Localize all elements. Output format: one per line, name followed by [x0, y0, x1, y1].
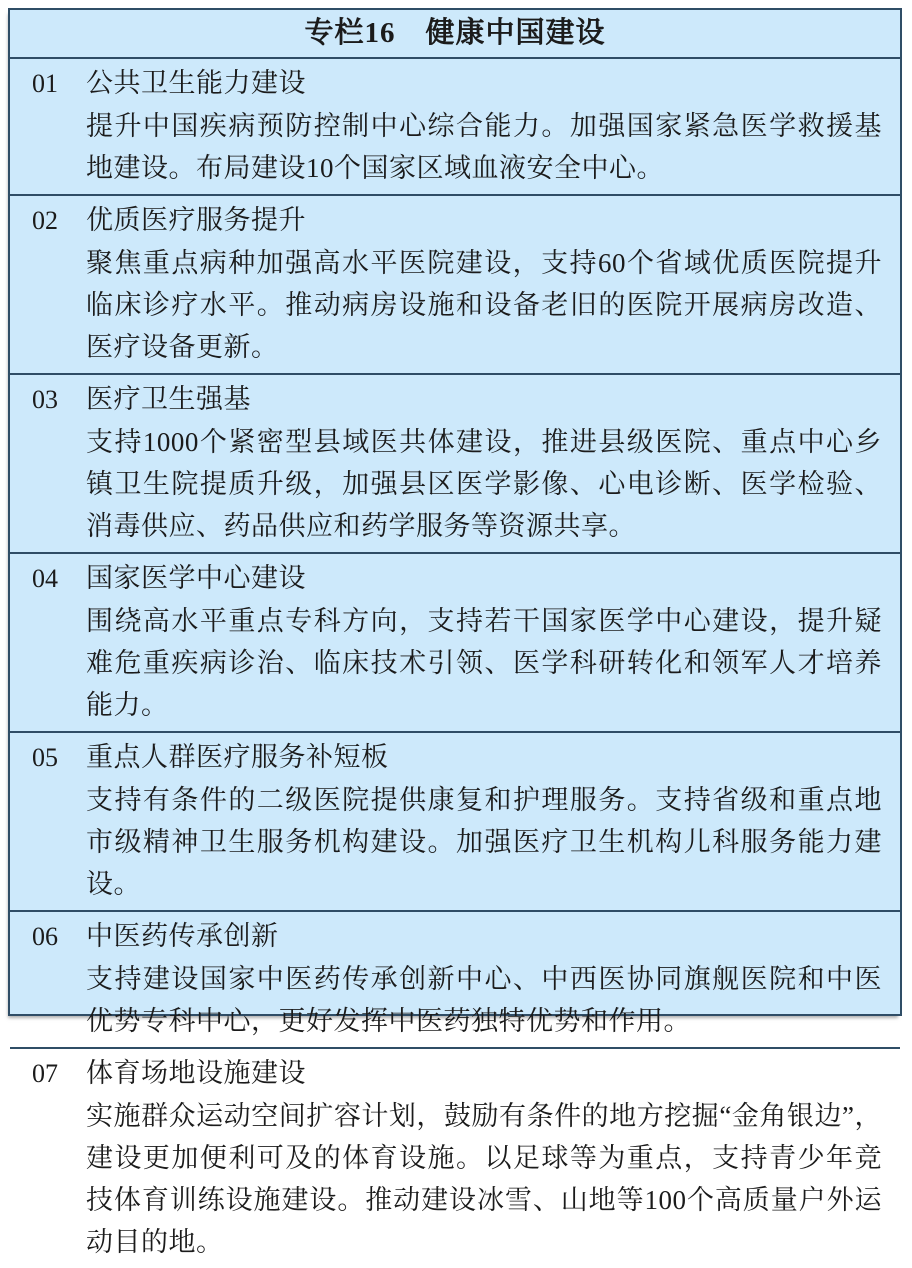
section-body: 提升中国疾病预防控制中心综合能力。加强国家紧急医学救援基地建设。布局建设10个国家区域血液安全中心。 [86, 111, 882, 183]
section-number: 01 [32, 69, 58, 98]
section-body: 实施群众运动空间扩容计划，鼓励有条件的地方挖掘“金角银边”，建设更加便利可及的体育设施。以足球等为重点，支持青少年竞技体育训练设施建设。推动建设冰雪、山地等100个高质量户外运动目的地。 [86, 1101, 882, 1257]
section-title: 体育场地设施建设 [86, 1058, 306, 1088]
section-title: 国家医学中心建设 [86, 563, 306, 593]
section-body: 支持有条件的二级医院提供康复和护理服务。支持省级和重点地市级精神卫生服务机构建设。加强医疗卫生机构儿科服务能力建设。 [86, 785, 882, 899]
section-body: 聚焦重点病种加强高水平医院建设，支持60个省域优质医院提升临床诊疗水平。推动病房设施和设备老旧的医院开展病房改造、医疗设备更新。 [86, 248, 882, 362]
section [10, 1049, 900, 1268]
section [10, 733, 900, 912]
section-header [10, 378, 900, 421]
section-body: 支持1000个紧密型县域医共体建设，推进县级医院、重点中心乡镇卫生院提质升级，加强县区医学影像、心电诊断、医学检验、消毒供应、药品供应和药学服务等资源共享。 [86, 427, 882, 541]
section [10, 196, 900, 375]
panel-title: 专栏16 健康中国建设 [10, 10, 900, 59]
section-title: 优质医疗服务提升 [86, 205, 306, 235]
section-header [10, 199, 900, 242]
section-number: 06 [32, 922, 58, 951]
section-body: 支持建设国家中医药传承创新中心、中西医协同旗舰医院和中医优势专科中心，更好发挥中医药独特优势和作用。 [86, 964, 882, 1036]
section-body: 围绕高水平重点专科方向，支持若干国家医学中心建设，提升疑难危重疾病诊治、临床技术引领、医学科研转化和领军人才培养能力。 [86, 606, 882, 720]
section-number: 07 [32, 1059, 58, 1088]
section-header [10, 557, 900, 600]
section [10, 912, 900, 1049]
section [10, 554, 900, 733]
policy-box [8, 8, 902, 1257]
section-title: 重点人群医疗服务补短板 [86, 742, 389, 772]
section-title: 中医药传承创新 [86, 921, 279, 951]
section-header [10, 62, 900, 105]
section-title: 公共卫生能力建设 [86, 68, 306, 98]
section-header [10, 915, 900, 958]
section-header [10, 736, 900, 779]
section-number: 03 [32, 385, 58, 414]
section [10, 375, 900, 554]
section [10, 59, 900, 196]
section-number: 02 [32, 206, 58, 235]
section-title: 医疗卫生强基 [86, 384, 251, 414]
section-header [10, 1052, 900, 1095]
section-number: 04 [32, 564, 58, 593]
section-number: 05 [32, 743, 58, 772]
section-list [10, 59, 900, 1268]
